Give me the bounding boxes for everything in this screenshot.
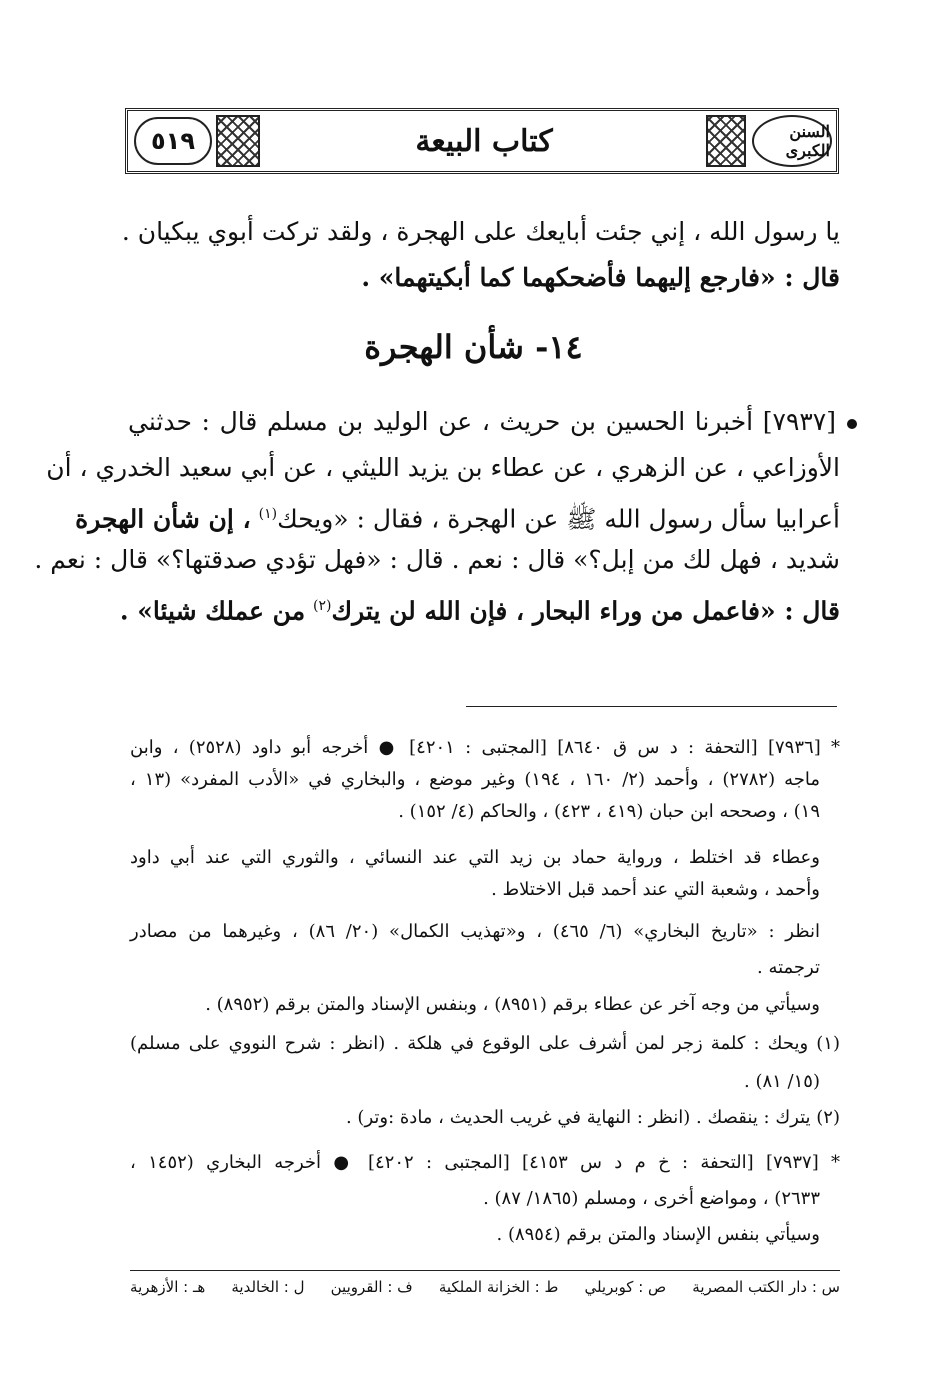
hadith-text: قال : «فاعمل من وراء البحار ، فإن الله لن يترك	[331, 596, 840, 626]
footnote-line: ترجمته .	[757, 957, 820, 978]
legend-item: ص : كوبريلي	[584, 1278, 667, 1296]
manuscript-legend	[130, 1278, 840, 1296]
book-title: كتاب البيعة	[415, 123, 553, 159]
hadith-line: الأوزاعي ، عن الزهري ، عن عطاء بن يزيد الليثي ، عن أبي سعيد الخدري ، أن	[46, 453, 840, 482]
footnote-divider	[466, 706, 837, 707]
hadith-text: أعرابيا سأل رسول الله ﷺ عن الهجرة ، فقال : «ويحك	[277, 504, 840, 534]
legend-item: س : دار الكتب المصرية	[692, 1278, 840, 1296]
page-number-frame	[134, 117, 212, 165]
footnote-line: وسيأتي من وجه آخر عن عطاء برقم (٨٩٥١) ، وبنفس الإسناد والمتن برقم (٨٩٥٢) .	[205, 994, 820, 1015]
footnote-line: ١٩) ، وصححه ابن حبان (٤١٩ ، ٤٢٣) ، والحاكم (٤/ ١٥٢) .	[398, 801, 820, 822]
logo-text: السنن الكبرى	[785, 122, 830, 160]
section-title: ١٤- شأن الهجرة	[364, 328, 583, 366]
legend-item: ل : الخالدية	[231, 1278, 305, 1296]
footnote-line: ٢٦٣٣) ، ومواضع أخرى ، ومسلم (١٨٦٥/ ٨٧) .	[483, 1188, 820, 1209]
bullet-icon	[847, 419, 857, 429]
hadith-line	[119, 586, 840, 626]
footnote-line: وسيأتي بنفس الإسناد والمتن برقم (٨٩٥٤) .	[496, 1224, 820, 1245]
footnote-line: انظر : «تاريخ البخاري» (٦/ ٤٦٥) ، و«تهذيب الكمال» (٢٠/ ٨٦) ، وغيرهما من مصادر	[130, 921, 821, 942]
legend-item: هـ : الأزهرية	[130, 1278, 206, 1296]
legend-item: ف : القرويين	[330, 1278, 413, 1296]
footnote-ref[interactable]: (١)	[258, 506, 278, 522]
logo-emblem-icon	[752, 115, 832, 167]
footnote-line: ماجه (٢٧٨٢) ، وأحمد (٢/ ١٦٠ ، ١٩٤) وغير موضع ، والبخاري في «الأدب المفرد» (١٣ ،	[130, 769, 820, 790]
footnote-line: وعطاء قد اختلط ، ورواية حماد بن زيد التي عند النسائي ، والثوري التي عند أبي داود	[130, 847, 820, 868]
hadith-text: ، إن شأن الهجرة	[75, 504, 251, 534]
footnote-line: (١٥/ ٨١) .	[744, 1071, 820, 1092]
hadith-text: من عملك شيئا» .	[119, 596, 306, 626]
legend-divider	[130, 1270, 840, 1271]
text-line: قال : «فارجع إليهما فأضحكهما كما أبكيتهما» .	[361, 263, 840, 292]
ornament-left-icon	[216, 115, 260, 167]
page-number: ٥١٩	[151, 127, 195, 155]
footnote-line: (١) ويحك : كلمة زجر لمن أشرف على الوقوع في هلكة . (انظر : شرح النووي على مسلم)	[130, 1033, 840, 1054]
ornament-right-icon	[706, 115, 746, 167]
text-line: يا رسول الله ، إني جئت أبايعك على الهجرة ، ولقد تركت أبوي يبكيان .	[121, 217, 840, 246]
footnote-ref[interactable]: (٢)	[313, 598, 332, 614]
page-header	[125, 108, 839, 174]
footnote-line: وأحمد ، وشعبة التي عند أحمد قبل الاختلاط .	[491, 879, 820, 900]
footnote-line: (٢) يترك : ينقصك . (انظر : النهاية في غريب الحديث ، مادة :وتر) .	[345, 1107, 840, 1128]
footnote-line: * [٧٩٣٦] [التحفة : د س ق ٨٦٤٠] [المجتبى : ٤٢٠١] ● أخرجه أبو داود (٢٥٢٨) ، وابن	[130, 737, 841, 758]
legend-item: ط : الخزانة الملكية	[438, 1278, 559, 1296]
hadith-line	[75, 494, 840, 534]
hadith-line: شديد ، فهل لك من إبل؟» قال : نعم . قال : «فهل تؤدي صدقتها؟» قال : نعم .	[34, 545, 840, 574]
footnote-line: * [٧٩٣٧] [التحفة : خ م د س ٤١٥٣] [المجتبى : ٤٢٠٢] ● أخرجه البخاري (١٤٥٢ ،	[130, 1152, 841, 1173]
hadith-line: [٧٩٣٧] أخبرنا الحسين بن حريث ، عن الوليد بن مسلم قال : حدثني	[128, 407, 836, 436]
